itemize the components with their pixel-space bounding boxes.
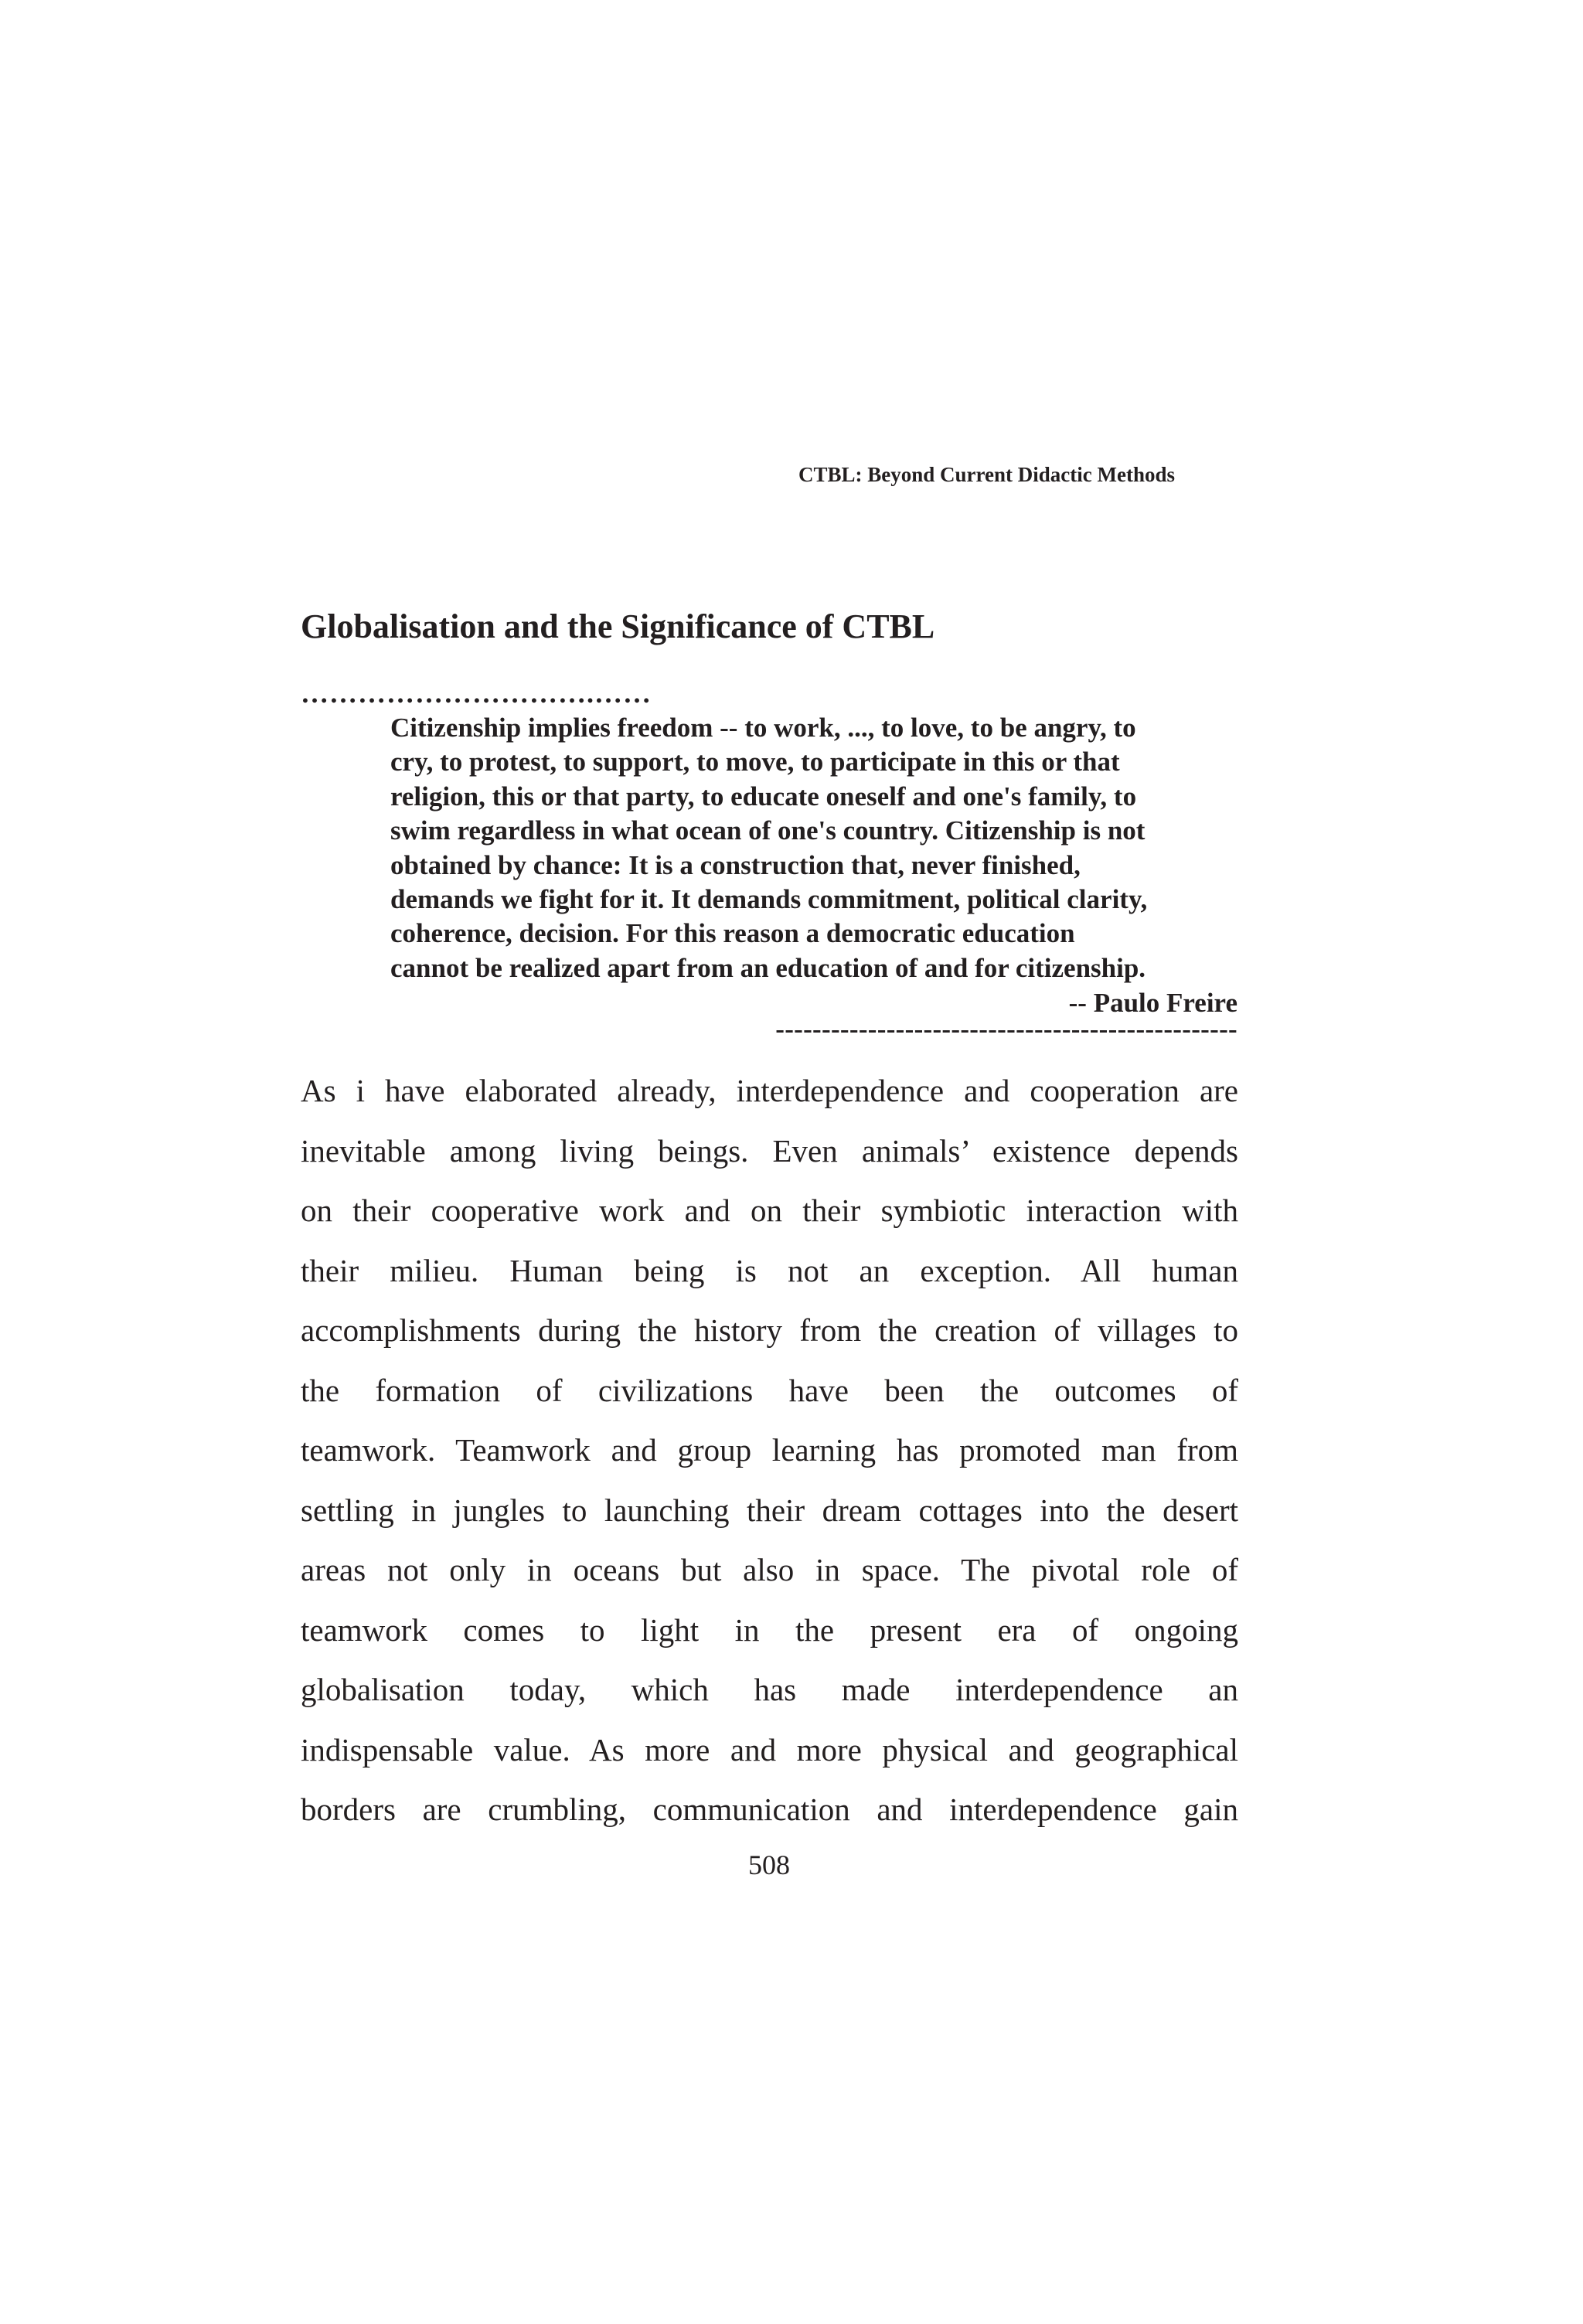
body-line: globalisation today, which has made interdependence an: [301, 1672, 1238, 1707]
dash-rule: --------------------------------------------------: [775, 1014, 1237, 1044]
body-line: the formation of civilizations have been the outcomes of: [301, 1372, 1238, 1408]
epigraph-line: Citizenship implies freedom -- to work, ..., to love, to be angry, to: [390, 713, 1136, 743]
epigraph-quote: [390, 711, 1233, 985]
body-paragraph: [301, 1061, 1238, 1840]
body-line: settling in jungles to launching their dream cottages into the desert: [301, 1492, 1238, 1528]
epigraph-line: obtained by chance: It is a construction that, never finished,: [390, 849, 1081, 880]
epigraph-line: cannot be realized apart from an education of and for citizenship.: [390, 952, 1146, 983]
body-line: on their cooperative work and on their symbiotic interaction with: [301, 1193, 1238, 1228]
body-line: borders are crumbling, communication and interdependence gain: [301, 1791, 1238, 1827]
body-line: teamwork. Teamwork and group learning has promoted man from: [301, 1432, 1238, 1468]
body-line: indispensable value. As more and more physical and geographical: [301, 1731, 1238, 1768]
epigraph-line: religion, this or that party, to educate oneself and one's family, to: [390, 781, 1137, 812]
body-line: As i have elaborated already, interdependence and cooperation are: [301, 1073, 1238, 1108]
epigraph-line: swim regardless in what ocean of one's country. Citizenship is not: [390, 815, 1146, 846]
epigraph-line: cry, to protest, to support, to move, to participate in this or that: [390, 747, 1120, 778]
epigraph-line: demands we fight for it. It demands commitment, political clarity,: [390, 884, 1148, 915]
body-line: areas not only in oceans but also in space. The pivotal role of: [301, 1552, 1238, 1587]
section-title: Globalisation and the Significance of CTBL: [301, 607, 935, 645]
body-line: accomplishments during the history from the creation of villages to: [301, 1312, 1238, 1348]
running-header: CTBL: Beyond Current Didactic Methods: [798, 463, 1175, 486]
body-line: their milieu. Human being is not an exception. All human: [301, 1252, 1238, 1288]
page-number: 508: [748, 1849, 790, 1880]
body-line: inevitable among living beings. Even animals’ existence depends: [301, 1132, 1238, 1169]
epigraph-attribution: -- Paulo Freire: [1068, 988, 1237, 1018]
epigraph-line: coherence, decision. For this reason a democratic education: [390, 918, 1075, 949]
ellipsis-rule: ………………………….……: [301, 678, 652, 709]
body-line: teamwork comes to light in the present era of ongoing: [301, 1611, 1238, 1648]
